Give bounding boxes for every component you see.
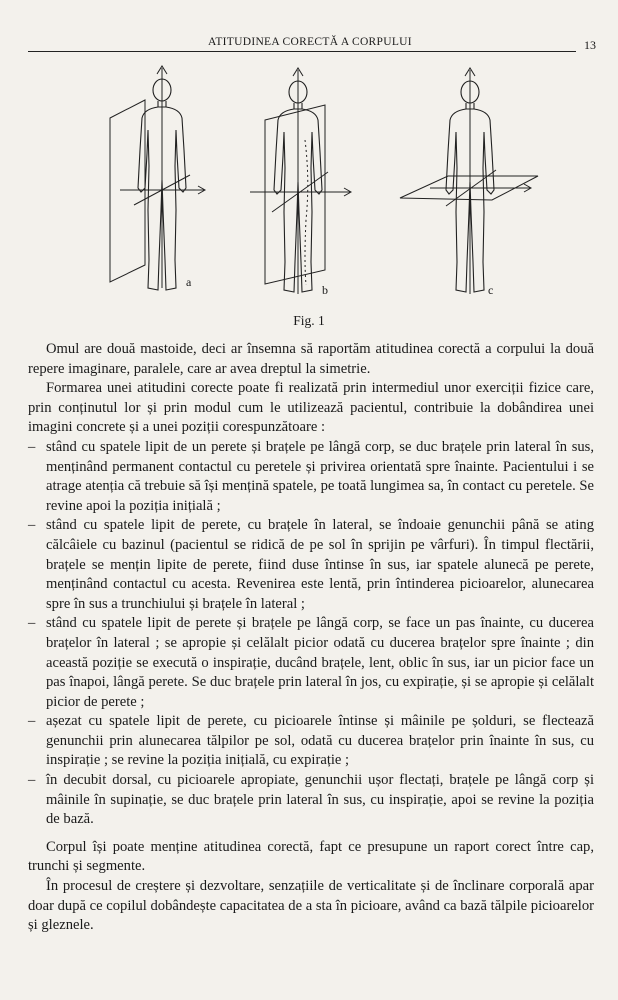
list-item-text: stând cu spatele lipit de perete și brațele pe lângă corp, se face un pas înainte, cu ducerea brațelor în lateral ; se apropie și celălalt picior odată cu ducerea brațelor spre înainte ; din această poziție se execută o inspirație, ducând brațele, lent, oblic în sus, iar un picior face un pas înapoi, lângă perete. Se duc brațele prin lateral în jos, cu expirație, și se apropie și celălalt picior de perete ; [46,615,594,710]
figure-b [250,68,351,294]
running-head [28,36,596,54]
list-item-text: stând cu spatele lipit de perete, cu brațele în lateral, se îndoaie genunchii până se ating călcâiele cu bazinul (pacientul se ridică de pe sol în sprijin pe vârfuri). În timpul flectării, brațele se mențin lipite de perete, fiind duse întinse în sus, iar spatele alunecă pe perete, menținând contactul cu acesta. Revenirea este lentă, prin întinderea picioarelor, alunecarea spre în sus a trunchiului și brațele în lateral ; [46,517,594,612]
list-bullet: – [28,517,36,534]
list-item [28,438,594,516]
figure-caption: Fig. 1 [293,313,325,328]
list-item [28,516,594,614]
list-item [28,771,594,830]
figure-label-a: a [186,275,192,289]
running-title: ATITUDINEA CORECTĂ A CORPULUI [208,36,412,48]
paragraph-1: Omul are două mastoide, deci ar însemna să raportăm atitudinea corectă a corpului la două repere imaginare, paralele, care ar avea dreptul la simetrie. [28,341,594,377]
header-rule [28,51,576,52]
paragraph-2: Formarea unei atitudini corecte poate fi realizată prin intermediul unor exerciții fizice care, prin conținutul lor și prin modul cum le utilizează pacientul, contribuie la dobândirea unei imagini concrete și a unei poziții corespunzătoare : [28,380,594,436]
exercise-list [28,438,594,830]
figure-a [110,66,205,290]
paragraph-4: În procesul de creștere și dezvoltare, senzațiile de verticalitate și de înclinare corporală apar doar după ce copilul dobândește capacitatea de a sta în picioare, având ca bază tălpile picioarelor și gleznele. [28,878,594,934]
list-bullet: – [28,615,36,632]
paragraph-3: Corpul își poate menține atitudinea corectă, fapt ce presupune un raport corect între cap, trunchi și segmente. [28,838,594,875]
list-bullet: – [28,772,36,789]
figure-label-c: c [488,283,494,297]
list-bullet: – [28,438,36,455]
list-item-text: așezat cu spatele lipit de perete, cu picioarele întinse și mâinile pe șolduri, se flectează genunchii prin alunecarea tălpilor pe sol, odată cu ducerea brațelor prin înainte în sus, cu inspirație ; se revine la poziția inițială, cu expirație ; [46,713,594,769]
list-item-text: stând cu spatele lipit de un perete și brațele pe lângă corp, se duc brațele prin lateral în sus, menținând permanent contactul cu peretele și privirea orientată spre înainte. Pacientului i se atrage atenția că trebuie să își mențină spatele, pe toată lungimea sa, în contact cu peretele. Se revine apoi la poziția inițială ; [46,438,594,514]
list-item-text: în decubit dorsal, cu picioarele apropiate, genunchii ușor flectați, brațele pe lângă corp și mâinile în supinație, se duc brațele prin lateral în sus, cu inspirație, apoi se revine la poziția de bază. [46,772,594,828]
list-bullet: – [28,713,36,730]
body-text [28,340,594,936]
figure-c [400,68,538,294]
page-number: 13 [584,38,596,52]
list-item [28,614,594,712]
body-planes-figure [100,60,540,310]
list-item [28,712,594,771]
figure-label-b: b [322,283,328,297]
